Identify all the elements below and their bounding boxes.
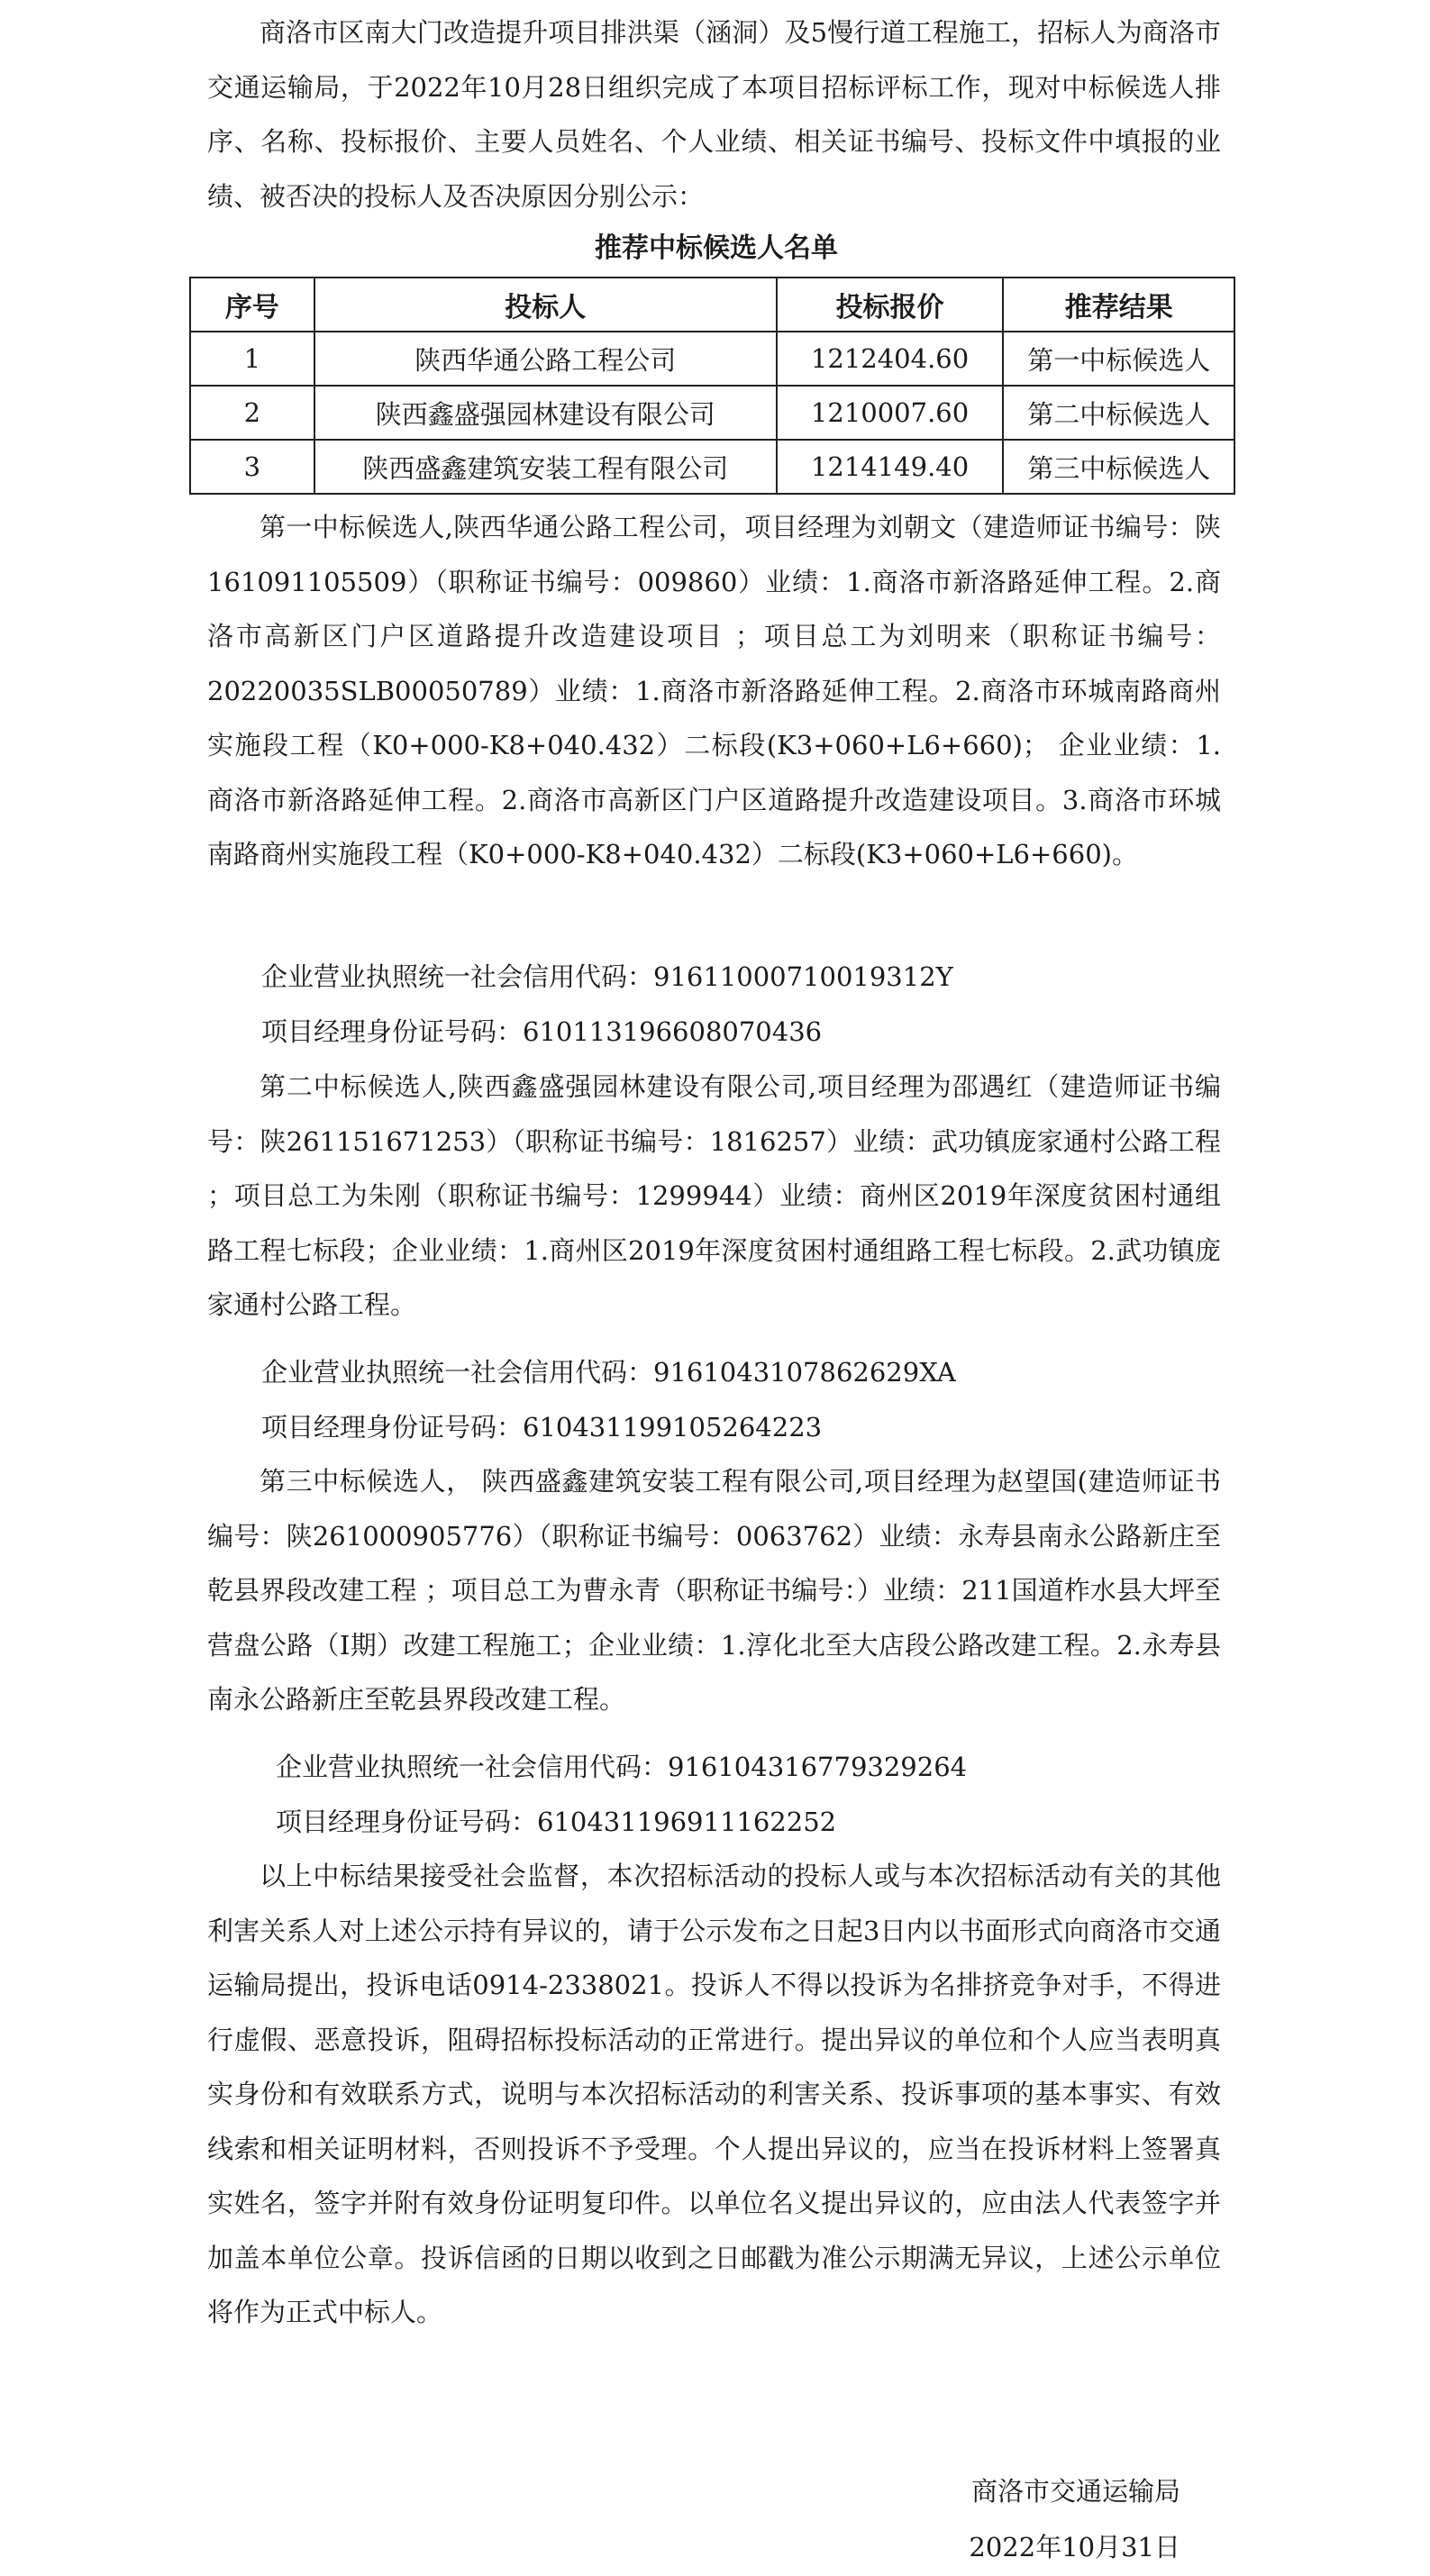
row-bidder: 陕西华通公路工程公司 — [314, 332, 777, 386]
row-result: 第三中标候选人 — [1003, 440, 1234, 494]
candidate3-manager-id: 项目经理身份证号码：610431196911162252 — [276, 1807, 837, 1837]
row-result: 第一中标候选人 — [1003, 332, 1234, 386]
candidate1-paragraph: 第一中标候选人,陕西华通公路工程公司，项目经理为刘朝文（建造师证书编号：陕161091105509）（职称证书编号：009860）业绩：1.商洛市新洛路延伸工程。2.商洛市高新区门户区道路提升改造建设项目 ；项目总工为刘明来（职称证书编号：20220035SLB00050789）业绩：1.商洛市新洛路延伸工程。2.商洛市环城南路商州实施段工程（K0+000-K8+040.432）二标段(K3+060+L6+660)； 企业业绩：1.商洛市新洛路延伸工程。2.商洛市高新区门户区道路提升改造建设项目。3.商洛市环城南路商州实施段工程（K0+000-K8+040.432）二标段(K3+060+L6+660)。 — [207, 512, 1221, 869]
signature-org: 商洛市交通运输局 — [970, 2476, 1180, 2507]
row-index: 3 — [190, 440, 314, 494]
signature-date: 2022年10月31日 — [969, 2532, 1180, 2562]
candidate3-credit-code: 企业营业执照统一社会信用代码：916104316779329264 — [276, 1752, 968, 1782]
row-bidder: 陕西鑫盛强园林建设有限公司 — [314, 386, 777, 440]
closing-paragraph: 以上中标结果接受社会监督，本次招标活动的投标人或与本次招标活动有关的其他利害关系人对上述公示持有异议的，请于公示发布之日起3日内以书面形式向商洛市交通运输局提出，投诉电话0914-2338021。投诉人不得以投诉为名排挤竞争对手，不得进行虚假、恶意投诉，阻碍招标投标活动的正常进行。提出异议的单位和个人应当表明真实身份和有效联系方式，说明与本次招标活动的利害关系、投诉事项的基本事实、有效线索和相关证明材料，否则投诉不予受理。个人提出异议的，应当在投诉材料上签署真实姓名，签字并附有效身份证明复印件。以单位名义提出异议的，应由法人代表签字并加盖本单位公章。投诉信函的日期以收到之日邮戳为准公示期满无异议，上述公示单位将作为正式中标人。 — [207, 1861, 1221, 2327]
row-price: 1212404.60 — [777, 332, 1004, 386]
header-bidder: 投标人 — [314, 278, 777, 332]
row-price: 1210007.60 — [777, 386, 1004, 440]
header-index: 序号 — [190, 278, 314, 332]
table-row — [190, 386, 1234, 440]
row-price: 1214149.40 — [777, 440, 1004, 494]
candidate1-manager-id: 项目经理身份证号码：610113196608070436 — [261, 1016, 823, 1047]
table-row — [190, 332, 1234, 386]
candidate3-paragraph: 第三中标候选人， 陕西盛鑫建筑安装工程有限公司,项目经理为赵望国(建造师证书编号：陕261000905776）（职称证书编号：0063762）业绩：永寿县南永公路新庄至乾县界段改建工程 ；项目总工为曹永青（职称证书编号：）业绩：211国道柞水县大坪至营盘公路（Ⅰ期）改建工程施工；企业业绩：1.淳化北至大店段公路改建工程。2.永寿县南永公路新庄至乾县界段改建工程。 — [207, 1466, 1221, 1715]
row-index: 1 — [190, 332, 314, 386]
row-index: 2 — [190, 386, 314, 440]
candidate-table — [189, 277, 1235, 495]
candidate2-paragraph: 第二中标候选人,陕西鑫盛强园林建设有限公司,项目经理为邵遇红（建造师证书编号：陕261151671253）（职称证书编号：1816257）业绩：武功镇庞家通村公路工程 ；项目总工为朱刚（职称证书编号：1299944）业绩：商州区2019年深度贫困村通组路工程七标段；企业业绩：1.商州区2019年深度贫困村通组路工程七标段。2.武功镇庞家通村公路工程。 — [207, 1071, 1221, 1320]
table-header-row — [190, 278, 1234, 332]
table-row — [190, 440, 1234, 494]
candidate1-credit-code: 企业营业执照统一社会信用代码：91611000710019312Y — [261, 961, 953, 992]
header-result: 推荐结果 — [1003, 278, 1234, 332]
row-result: 第二中标候选人 — [1003, 386, 1234, 440]
row-bidder: 陕西盛鑫建筑安装工程有限公司 — [314, 440, 777, 494]
candidate2-manager-id: 项目经理身份证号码：610431199105264223 — [261, 1412, 823, 1443]
candidate2-credit-code: 企业营业执照统一社会信用代码：9161043107862629XA — [261, 1357, 956, 1388]
intro-paragraph: 商洛市区南大门改造提升项目排洪渠（涵洞）及5慢行道工程施工，招标人为商洛市交通运输局，于2022年10月28日组织完成了本项目招标评标工作，现对中标候选人排序、名称、投标报价、主要人员姓名、个人业绩、相关证书编号、投标文件中填报的业绩、被否决的投标人及否决原因分别公示： — [207, 17, 1221, 212]
header-price: 投标报价 — [777, 278, 1004, 332]
table-caption: 推荐中标候选人名单 — [595, 232, 838, 264]
